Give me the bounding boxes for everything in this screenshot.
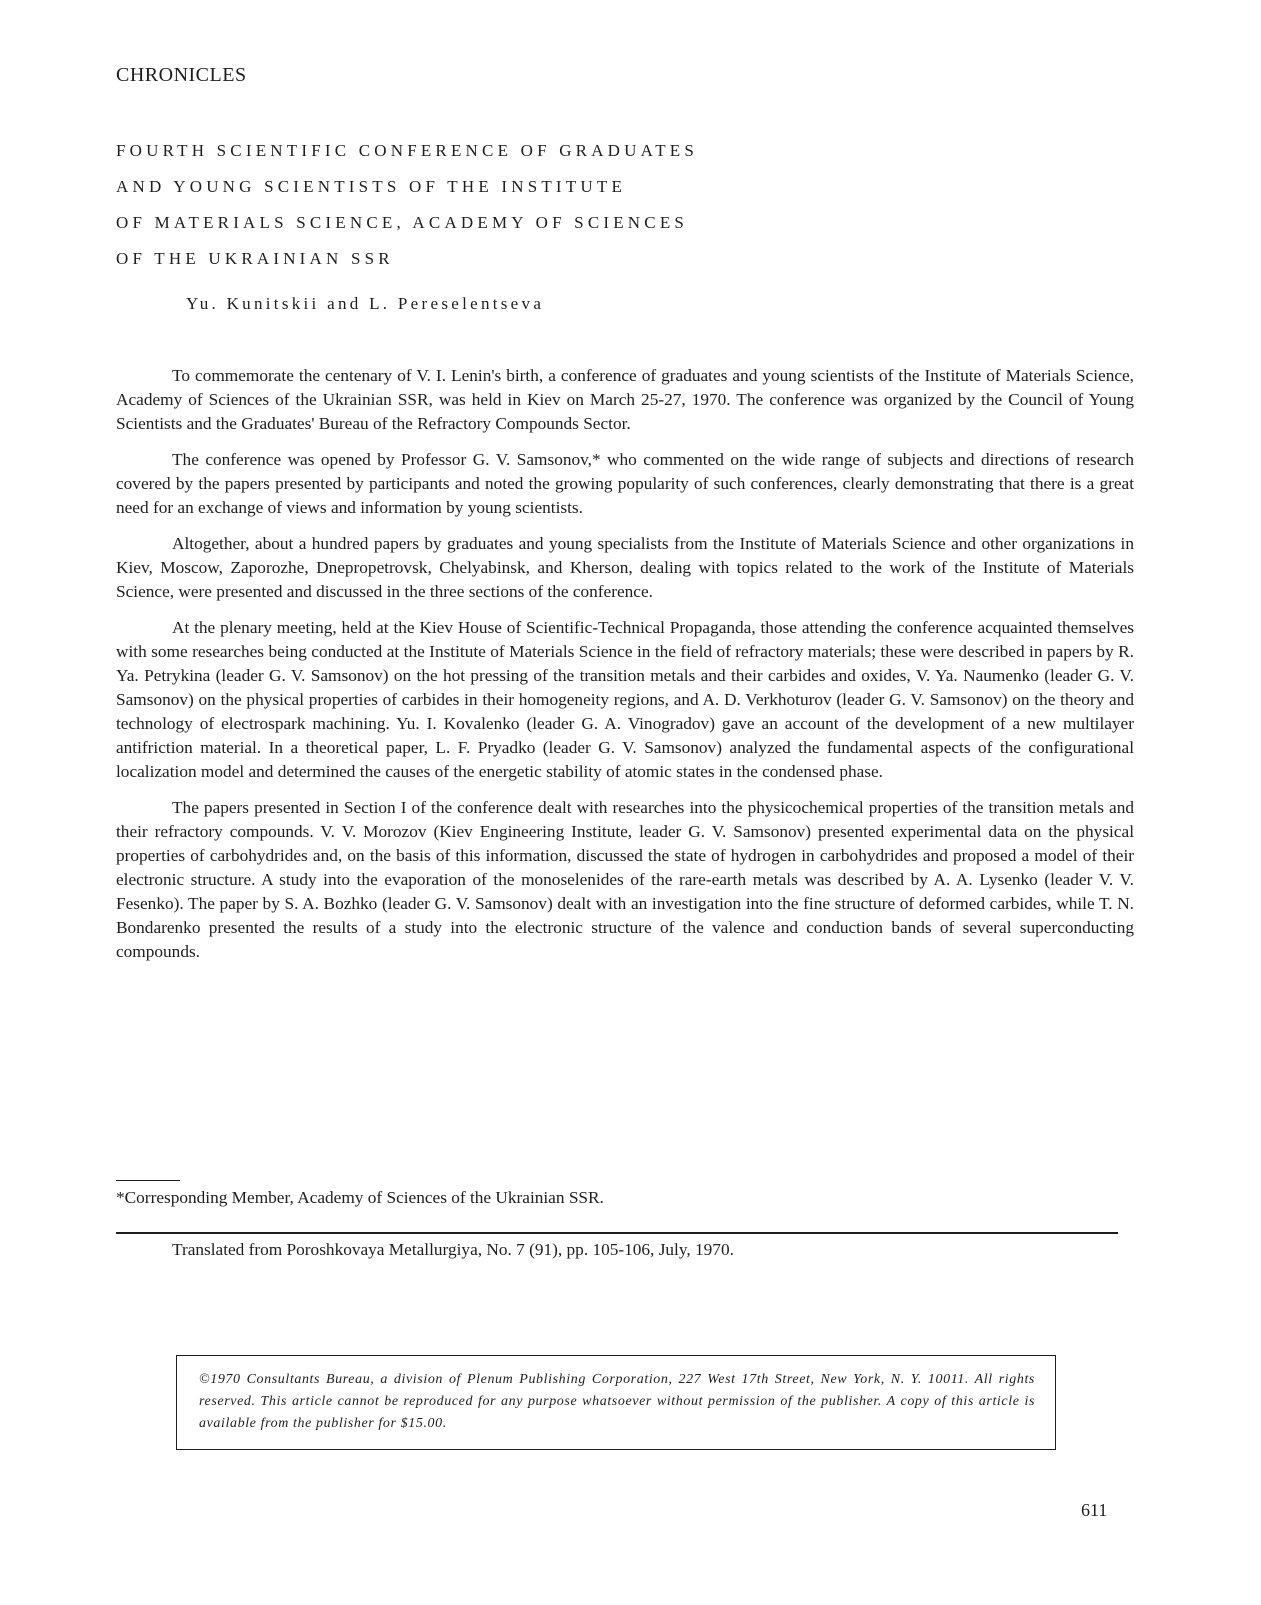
paragraph: Altogether, about a hundred papers by graduates and young specialists from the Institute of Materials Science and other organizations in Kiev, Moscow, Zaporozhe, Dnepropetrovsk, Chelyabinsk, and Kherson, dealing with topics related to the work of the Institute of Materials Science, were presented and discussed in the three sections of the conference. <box>116 534 1134 601</box>
paragraph: To commemorate the centenary of V. I. Lenin's birth, a conference of graduates and young scientists of the Institute of Materials Science, Academy of Sciences of the Ukrainian SSR, was held in Kiev on March 25-27, 1970. The conference was organized by the Council of Young Scientists and the Graduates' Bureau of the Refractory Compounds Sector. <box>116 366 1134 433</box>
title-line: OF THE UKRAINIAN SSR <box>116 249 394 268</box>
paragraph: The conference was opened by Professor G. V. Samsonov,* who commented on the wide range of subjects and directions of research covered by the papers presented by participants and noted the growing popularity of such conferences, clearly demonstrating that there is a great need for an exchange of views and information by young scientists. <box>116 450 1134 517</box>
translation-source: Translated from Poroshkovaya Metallurgiya, No. 7 (91), pp. 105-106, July, 1970. <box>172 1240 734 1259</box>
authors: Yu. Kunitskii and L. Pereselentseva <box>186 294 545 313</box>
article-title <box>116 138 836 282</box>
article-body <box>116 364 1134 976</box>
copyright-notice: ©1970 Consultants Bureau, a division of Plenum Publishing Corporation, 227 West 17th Street, New York, N. Y. 10011. All rights reserved. This article cannot be reproduced for any purpose whatsoever without permission of the publisher. A copy of this article is available from the publisher for $15.00. <box>199 1372 1035 1431</box>
paragraph: At the plenary meeting, held at the Kiev House of Scientific-Technical Propaganda, those attending the conference acquainted themselves with some researches being conducted at the Institute of Materials Science in the field of refractory materials; these were described in papers by R. Ya. Petrykina (leader G. V. Samsonov) on the hot pressing of the transition metals and their carbides and oxides, V. Ya. Naumenko (leader G. V. Samsonov) on the physical properties of carbides in their homogeneity regions, and A. D. Verkhoturov (leader G. V. Samsonov) on the theory and technology of electrospark machining. Yu. I. Kovalenko (leader G. A. Vinogradov) gave an account of the development of a new multilayer antifriction material. In a theoretical paper, L. F. Pryadko (leader G. V. Samsonov) analyzed the fundamental aspects of the configurational localization model and determined the causes of the energetic stability of atomic states in the condensed phase. <box>116 618 1134 781</box>
title-line: AND YOUNG SCIENTISTS OF THE INSTITUTE <box>116 177 627 196</box>
page-number: 611 <box>1081 1500 1108 1520</box>
section-label: CHRONICLES <box>116 64 247 86</box>
copyright-box <box>176 1355 1056 1450</box>
section-divider <box>116 1232 1118 1234</box>
footnote-divider <box>116 1180 180 1181</box>
footnote: *Corresponding Member, Academy of Sciences of the Ukrainian SSR. <box>116 1188 604 1207</box>
title-line: OF MATERIALS SCIENCE, ACADEMY OF SCIENCES <box>116 213 689 232</box>
paragraph: The papers presented in Section I of the conference dealt with researches into the physicochemical properties of the transition metals and their refractory compounds. V. V. Morozov (Kiev Engineering Institute, leader G. V. Samsonov) presented experimental data on the physical properties of carbohydrides and, on the basis of this information, discussed the state of hydrogen in carbohydrides and proposed a model of their electronic structure. A study into the evaporation of the monoselenides of the rare-earth metals was described by A. A. Lysenko (leader V. V. Fesenko). The paper by S. A. Bozhko (leader G. V. Samsonov) dealt with an investigation into the fine structure of deformed carbides, while T. N. Bondarenko presented the results of a study into the electronic structure of the valence and conduction bands of several superconducting compounds. <box>116 798 1134 961</box>
title-line: FOURTH SCIENTIFIC CONFERENCE OF GRADUATES <box>116 141 699 160</box>
